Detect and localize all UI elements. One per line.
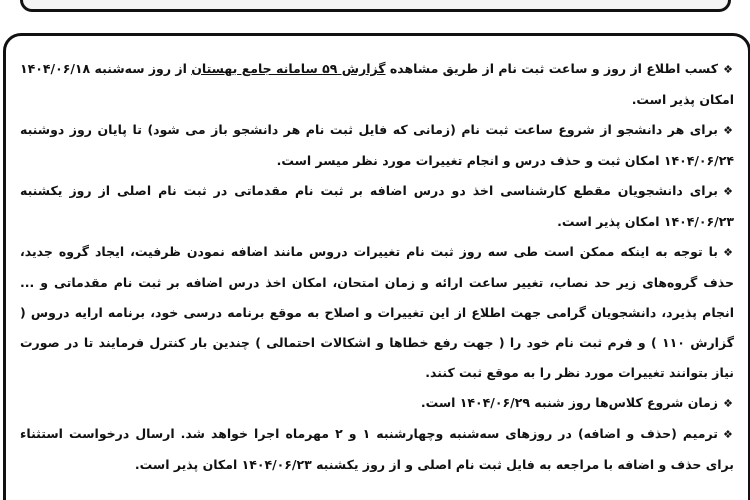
diamond-bullet-icon: ❖ — [723, 246, 733, 259]
item-1-text: کسب اطلاع از روز و ساعت ثبت نام از طریق مشاهده — [385, 61, 718, 76]
item-5-text: زمان شروع کلاس‌ها روز شنبه ۱۴۰۴/۰۶/۲۹ است. — [420, 395, 718, 410]
list-item — [20, 54, 734, 115]
list-item — [20, 176, 734, 237]
header-frame — [20, 0, 731, 12]
list-item — [20, 237, 734, 388]
diamond-bullet-icon: ❖ — [723, 428, 733, 441]
list-item — [20, 115, 734, 176]
list-item — [20, 388, 734, 419]
diamond-bullet-icon: ❖ — [723, 397, 733, 410]
list-item — [20, 419, 734, 480]
item-2-text: برای هر دانشجو از شروع ساعت ثبت نام (زمانی که فایل ثبت نام هر دانشجو باز می شود) تا پایان روز دوشنبه ۱۴۰۴/۰۶/۲۴ امکان ثبت و حذف درس و انجام تغییرات مورد نظر میسر است. — [20, 122, 734, 168]
announcement-box — [3, 33, 750, 500]
announcement-content — [20, 54, 734, 480]
report-59-link-text: گزارش ۵۹ سامانه جامع بهستان — [191, 61, 386, 76]
item-6-text: ترمیم (حذف و اضافه) در روزهای سه‌شنبه وچهارشنبه ۱ و ۲ مهرماه اجرا خواهد شد. ارسال درخواست استثناء برای حذف و اضافه با مراجعه به فایل ثبت نام اصلی و از روز یکشنبه ۱۴۰۴/۰۶/۲۳ امکان پذیر است. — [20, 426, 734, 472]
diamond-bullet-icon: ❖ — [723, 185, 733, 198]
diamond-bullet-icon: ❖ — [723, 63, 733, 76]
diamond-bullet-icon: ❖ — [723, 124, 733, 137]
item-1-text-end: از روز سه‌شنبه ۱۴۰۴/۰۶/۱۸ امکان پذیر است. — [20, 61, 734, 107]
item-3-text: برای دانشجویان مقطع کارشناسی اخذ دو درس اضافه بر ثبت نام مقدماتی در ثبت نام اصلی از روز یکشنبه ۱۴۰۴/۰۶/۲۳ امکان پذیر است. — [20, 183, 734, 229]
item-4-text: با توجه به اینکه ممکن است طی سه روز ثبت نام تغییرات دروس مانند اضافه نمودن ظرفیت، ایجاد گروه جدید، حذف گروه‌های زیر حد نصاب، تغییر ساعت ارائه و زمان امتحان، امکان اخذ درس اضافه بر ثبت نام مقدماتی و ... انجام پذیرد، دانشجویان گرامی جهت اطلاع از این تغییرات و اصلاح به موقع برنامه درسی خود، برنامه ارایه دروس ( گزارش ۱۱۰ ) و فرم ثبت نام خود را ( جهت رفع خطاها و اشکالات احتمالی ) چندین بار کنترل فرمایند تا در صورت نیاز بتوانند تغییرات مورد نظر را به موقع ثبت کنند. — [20, 244, 734, 380]
